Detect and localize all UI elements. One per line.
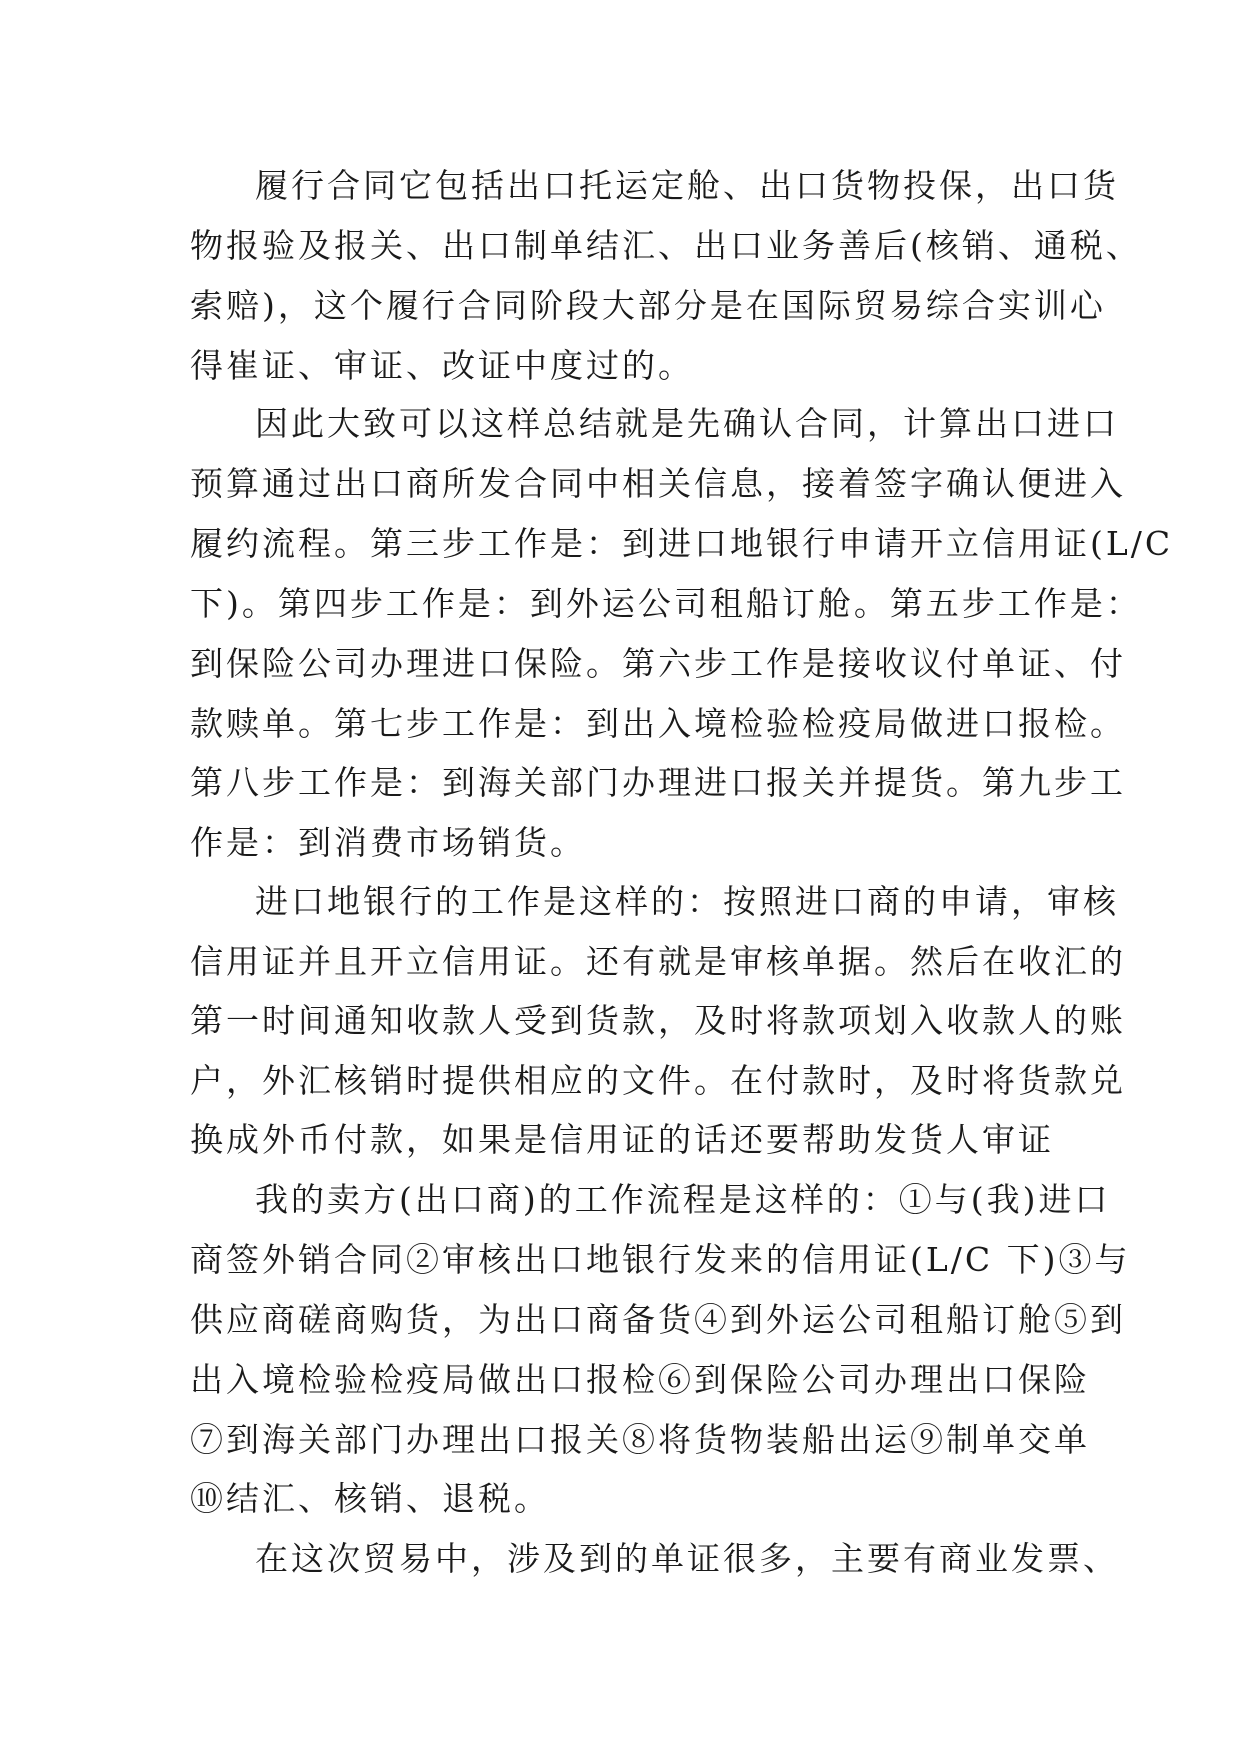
paragraph-3-line-3: 第一时间通知收款人受到货款，及时将款项划入收款人的账 [190,1001,1126,1040]
paragraph-1-line-1: 履行合同它包括出口托运定舱、出口货物投保，出口货 [255,166,1119,205]
paragraph-4-line-3: 供应商磋商购货，为出口商备货④到外运公司租船订舱⑤到 [190,1300,1126,1339]
paragraph-4-line-2: 商签外销合同②审核出口地银行发来的信用证(L/C 下)③与 [190,1240,1131,1279]
paragraph-2-line-3: 履约流程。第三步工作是：到进口地银行申请开立信用证(L/C [190,524,1174,563]
paragraph-2-line-4: 下)。第四步工作是：到外运公司租船订舱。第五步工作是： [190,584,1142,623]
paragraph-3-line-4: 户，外汇核销时提供相应的文件。在付款时，及时将货款兑 [190,1061,1126,1100]
paragraph-4-line-1: 我的卖方(出口商)的工作流程是这样的：①与(我)进口 [255,1180,1111,1219]
paragraph-2-line-6: 款赎单。第七步工作是：到出入境检验检疫局做进口报检。 [190,704,1126,743]
paragraph-1-line-2: 物报验及报关、出口制单结汇、出口业务善后(核销、通税、 [190,226,1142,265]
paragraph-2-line-1: 因此大致可以这样总结就是先确认合同，计算出口进口 [255,404,1119,443]
paragraph-3-line-1: 进口地银行的工作是这样的：按照进口商的申请，审核 [255,882,1119,921]
paragraph-5-line-1: 在这次贸易中，涉及到的单证很多，主要有商业发票、 [255,1539,1119,1578]
paragraph-1-line-3: 索赔)，这个履行合同阶段大部分是在国际贸易综合实训心 [190,286,1106,325]
paragraph-1-line-4: 得崔证、审证、改证中度过的。 [190,346,694,385]
paragraph-4-line-4: 出入境检验检疫局做出口报检⑥到保险公司办理出口保险 [190,1360,1090,1399]
paragraph-2-line-2: 预算通过出口商所发合同中相关信息，接着签字确认便进入 [190,464,1126,503]
paragraph-2-line-5: 到保险公司办理进口保险。第六步工作是接收议付单证、付 [190,644,1126,683]
paragraph-3-line-2: 信用证并且开立信用证。还有就是审核单据。然后在收汇的 [190,942,1126,981]
paragraph-4-line-5: ⑦到海关部门办理出口报关⑧将货物装船出运⑨制单交单 [190,1420,1090,1459]
paragraph-3-line-5: 换成外币付款，如果是信用证的话还要帮助发货人审证 [190,1120,1054,1159]
paragraph-4-line-6: ⑩结汇、核销、退税。 [190,1479,550,1518]
paragraph-2-line-7: 第八步工作是：到海关部门办理进口报关并提货。第九步工 [190,763,1126,802]
paragraph-2-line-8: 作是：到消费市场销货。 [190,823,586,862]
